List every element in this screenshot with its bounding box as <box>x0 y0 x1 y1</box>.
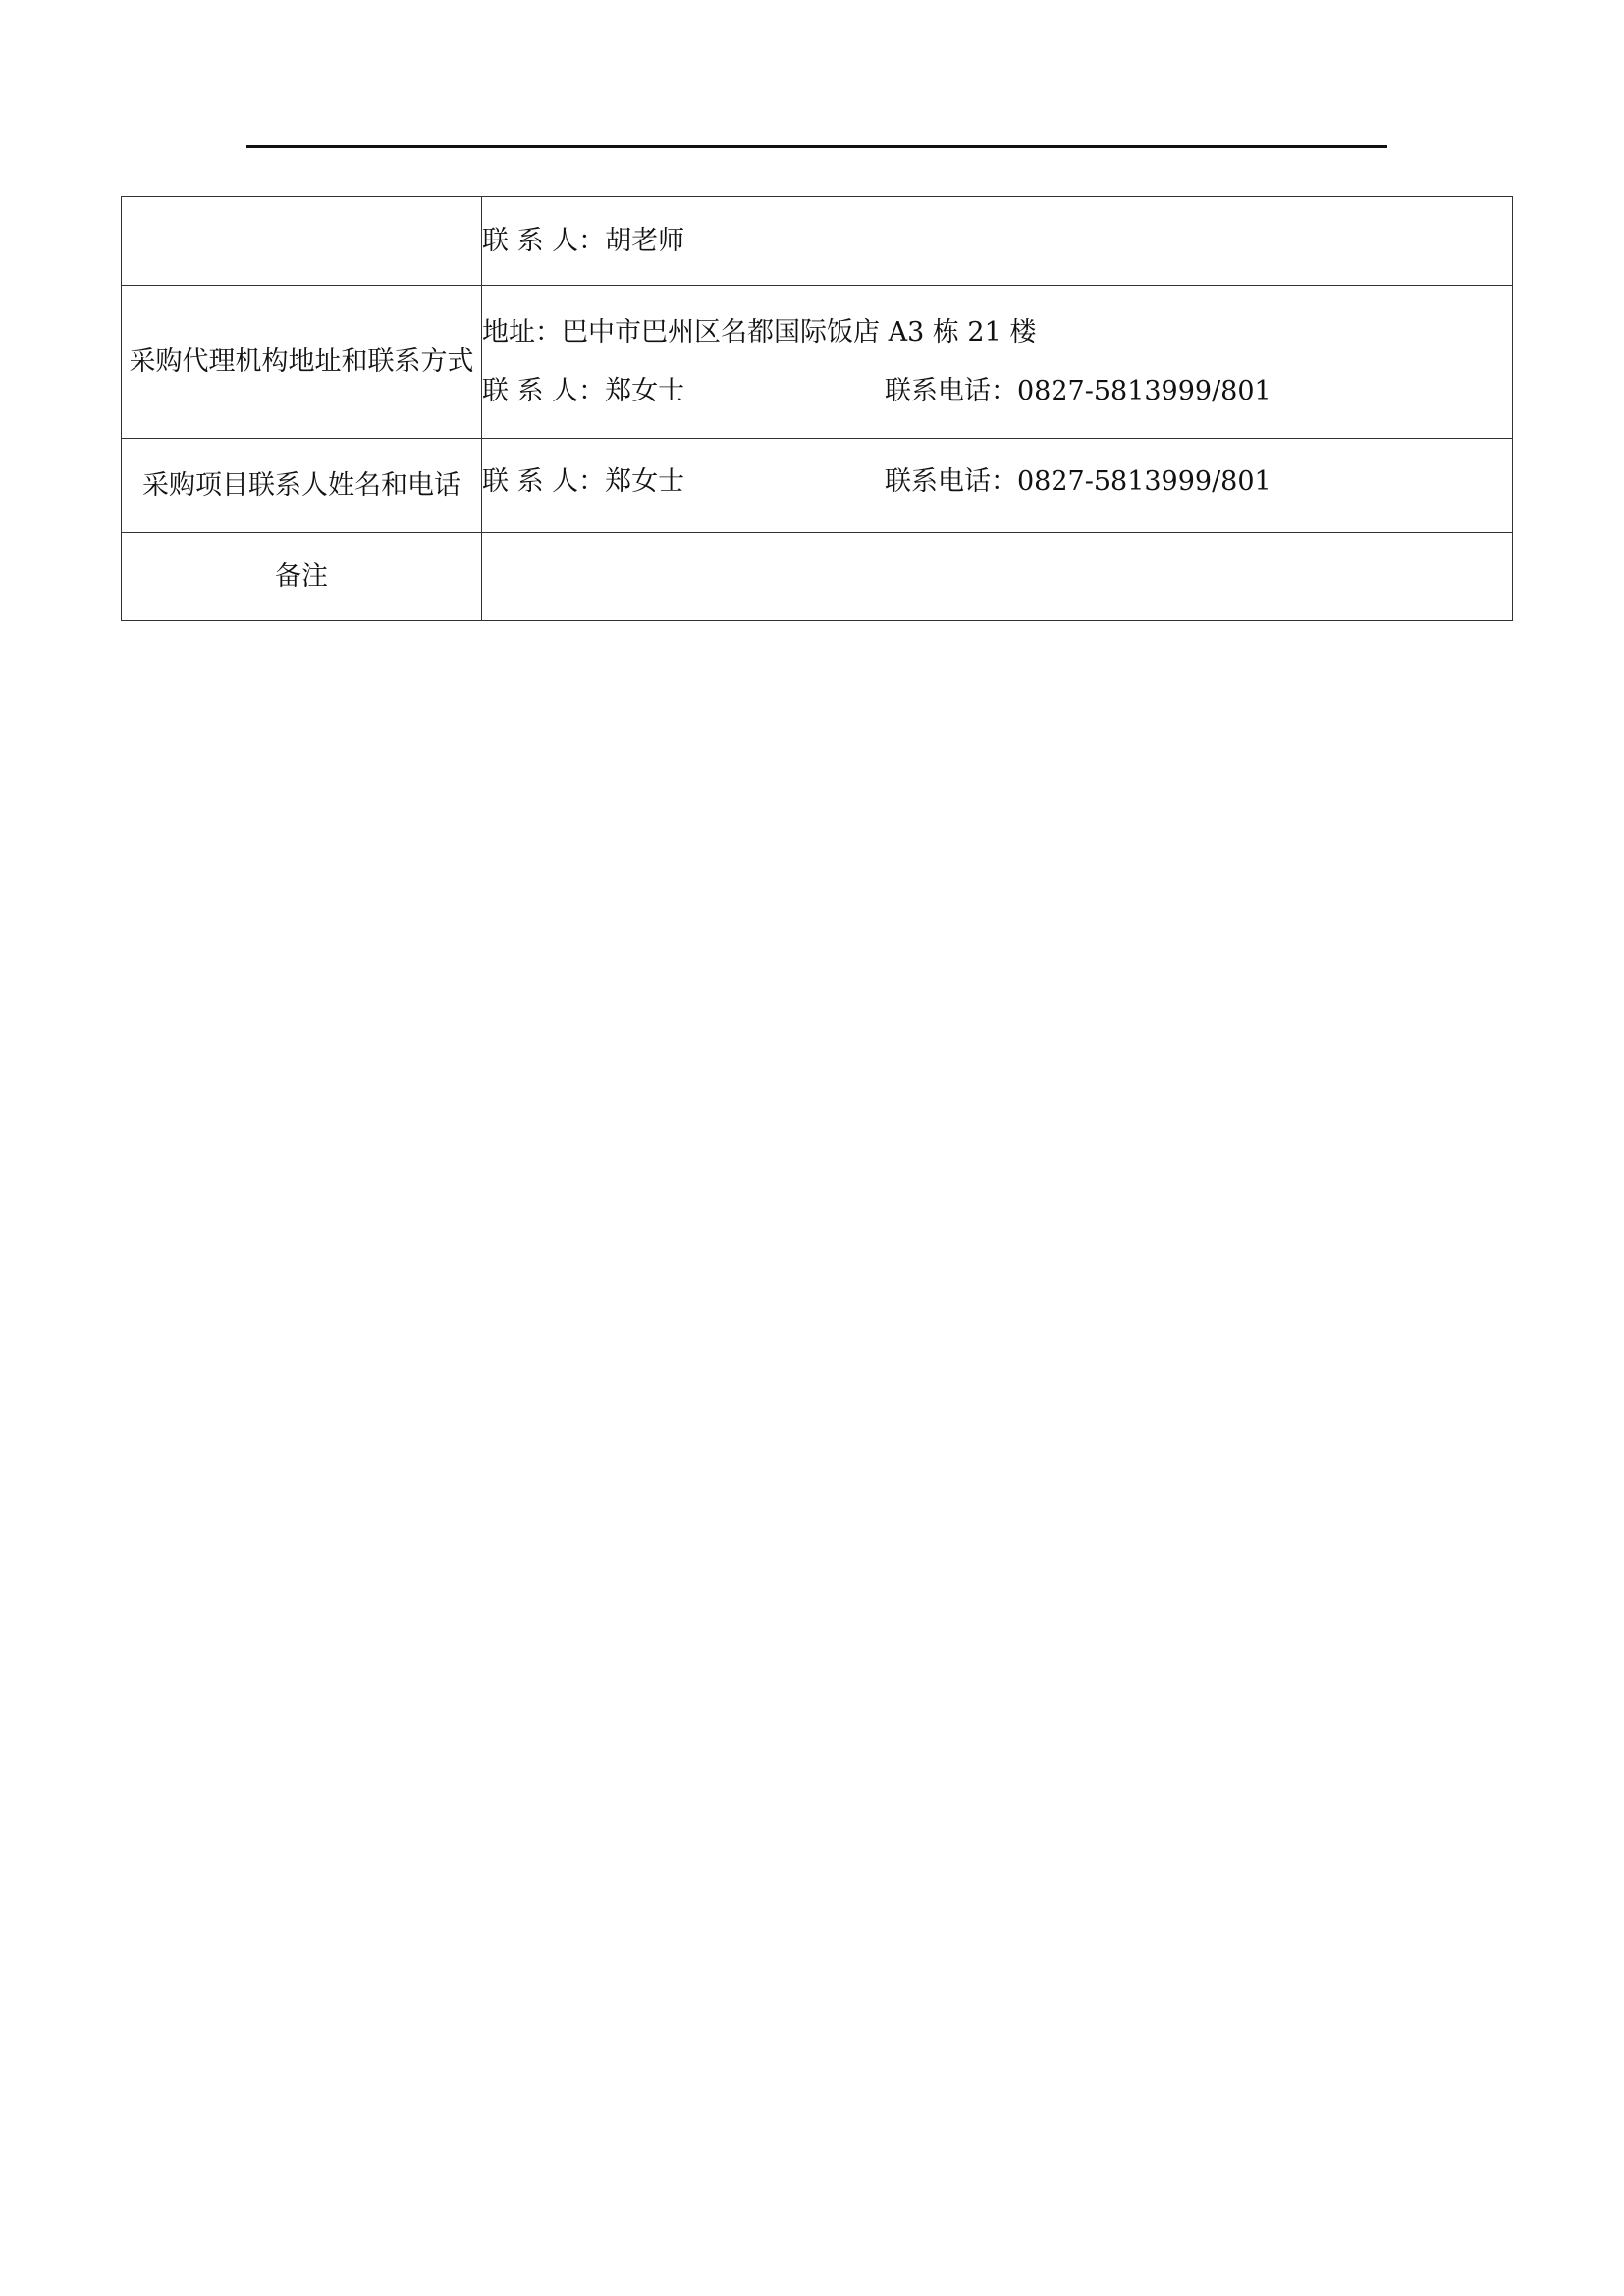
row-label: 采购项目联系人姓名和电话 <box>122 439 482 533</box>
row-label: 备注 <box>122 533 482 621</box>
contact-label: 联 系 人： <box>482 466 606 497</box>
contact-line <box>482 222 1512 261</box>
procurement-contact-table <box>121 196 1513 621</box>
contact-line <box>482 462 1512 502</box>
table-row <box>122 533 1513 621</box>
header-rule <box>246 145 1387 148</box>
table-row <box>122 197 1513 286</box>
address-line <box>482 313 1512 352</box>
row-value <box>482 439 1513 533</box>
phone-value: 0827-5813999/801 <box>1017 375 1272 406</box>
phone-label: 联系电话： <box>885 466 1017 497</box>
contact-label: 联 系 人： <box>482 375 606 406</box>
phone-value: 0827-5813999/801 <box>1017 466 1272 497</box>
row-label <box>122 197 482 286</box>
contact-person <box>482 372 885 411</box>
contact-person <box>482 462 885 502</box>
row-value <box>482 533 1513 621</box>
contact-value: 郑女士 <box>605 375 685 406</box>
contact-value: 胡老师 <box>605 225 685 256</box>
table-row <box>122 439 1513 533</box>
table-row <box>122 286 1513 439</box>
agency-address: 地址：巴中市巴州区名都国际饭店 A3 栋 21 楼 <box>482 316 1037 347</box>
contact-line <box>482 372 1512 411</box>
contact-value: 郑女士 <box>605 466 685 497</box>
phone-label: 联系电话： <box>885 375 1017 406</box>
contact-label: 联 系 人： <box>482 225 606 256</box>
row-value <box>482 197 1513 286</box>
row-label: 采购代理机构地址和联系方式 <box>122 286 482 439</box>
row-value <box>482 286 1513 439</box>
